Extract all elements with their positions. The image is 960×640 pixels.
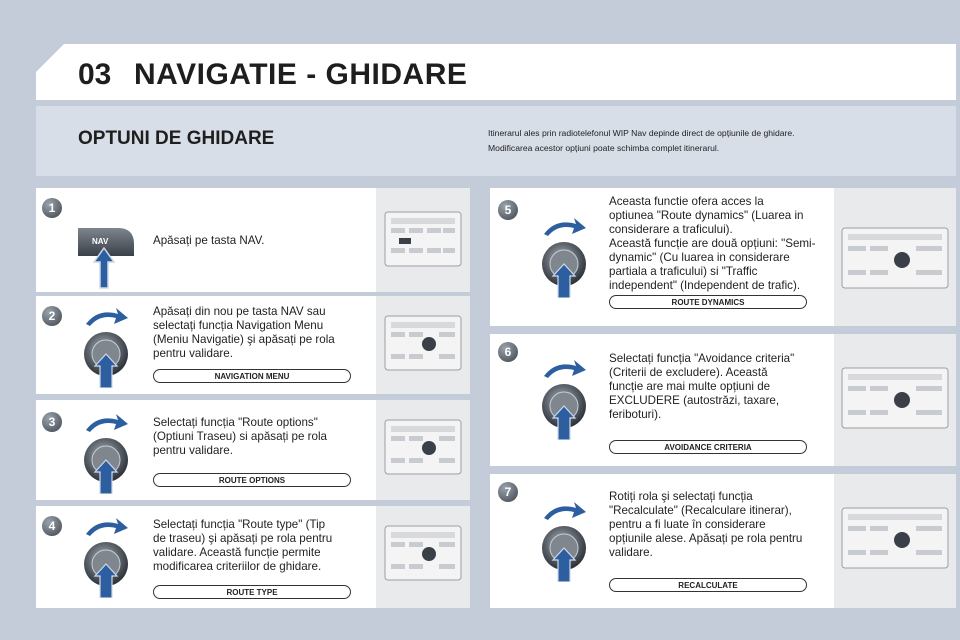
step-line: feriboturi). (609, 408, 662, 421)
step-line: "Recalculate" (Recalculare itinerar), (609, 504, 792, 517)
step-number-badge: 7 (498, 482, 518, 502)
step-number-badge: 4 (42, 516, 62, 536)
nav-key-label: NAV (92, 237, 109, 246)
recalculate-button-label: RECALCULATE (609, 578, 807, 592)
step-number-badge: 3 (42, 412, 62, 432)
step-line: partiala a traficului) si "Traffic (609, 265, 758, 278)
step-text-2 (153, 305, 371, 361)
route-dynamics-button-label: ROUTE DYNAMICS (609, 295, 807, 309)
step-line: opțiunile alese. Apăsați pe rola pentru (609, 532, 803, 545)
step-line: EXCLUDERE (autostrăzi, taxare, (609, 394, 780, 407)
step-line: selectați funcția Navigation Menu (153, 319, 324, 332)
radio-panel-icon (383, 524, 463, 582)
step-text-1 (153, 234, 363, 248)
step-line: validare. Această funcție permite (153, 546, 321, 559)
section-title: OPTUNI DE GHIDARE (78, 128, 275, 149)
navigation-menu-button-label: NAVIGATION MENU (153, 369, 351, 383)
step-text-5 (609, 195, 831, 293)
step-number-badge: 1 (42, 198, 62, 218)
step-line: Această funcție are două opțiuni: "Semi- (609, 237, 816, 250)
step-line: Selectați funcția "Avoidance criteria" (609, 352, 795, 365)
step-line: Aceasta functie ofera acces la (609, 195, 764, 208)
radio-panel-icon (383, 210, 463, 268)
rotary-knob-icon (536, 356, 596, 440)
step-number-badge: 2 (42, 306, 62, 326)
section-intro (488, 126, 928, 156)
step-line: Rotiți rola şi selectați funcția (609, 490, 753, 503)
chapter-number: 03 (78, 58, 112, 91)
rotary-knob-icon (536, 498, 596, 582)
step-line: funcție are mai multe opțiuni de (609, 380, 771, 393)
step-line: modificarea criteriilor de ghidare. (153, 560, 322, 573)
step-line: considerare a traficului). (609, 223, 733, 236)
step-line: de traseu) şi apăsați pe rola pentru (153, 532, 333, 545)
step-number-badge: 5 (498, 200, 518, 220)
step-line: Selectați funcția "Route options" (153, 416, 318, 429)
rotary-knob-icon (78, 514, 138, 598)
radio-panel-icon (840, 226, 950, 290)
rotary-knob-icon (536, 214, 596, 298)
step-number-badge: 6 (498, 342, 518, 362)
step-text-4 (153, 518, 371, 574)
rotary-knob-icon (78, 304, 138, 388)
rotary-knob-icon (78, 410, 138, 494)
step-line: Selectați funcția "Route type" (Tip (153, 518, 326, 531)
step-line: pentru validare. (153, 347, 233, 360)
radio-panel-icon (840, 506, 950, 570)
step-text-3 (153, 416, 371, 458)
step-line: dynamic" (Cu luarea in considerare (609, 251, 790, 264)
step-line: (Meniu Navigatie) şi apăsați pe rola (153, 333, 335, 346)
radio-panel-icon (840, 366, 950, 430)
step-line: Apăsați din nou pe tasta NAV sau (153, 305, 326, 318)
step-line: (Criterii de excludere). Această (609, 366, 768, 379)
step-line: pentru a fi luate în considerare (609, 518, 766, 531)
step-line: independent" (Independent de trafic). (609, 279, 801, 292)
step-line: validare. (609, 546, 653, 559)
step-line: optiunea "Route dynamics" (Luarea in (609, 209, 804, 222)
route-options-button-label: ROUTE OPTIONS (153, 473, 351, 487)
step-line: pentru validare. (153, 444, 233, 457)
route-type-button-label: ROUTE TYPE (153, 585, 351, 599)
step-text-6 (609, 352, 831, 422)
avoidance-criteria-button-label: AVOIDANCE CRITERIA (609, 440, 807, 454)
page-title: NAVIGATIE - GHIDARE (134, 58, 468, 91)
radio-panel-icon (383, 418, 463, 476)
radio-panel-icon (383, 314, 463, 372)
intro-line: Itinerarul ales prin radiotelefonul WIP Nav depinde direct de opțiunile de ghidare. (488, 128, 795, 138)
intro-line: Modificarea acestor opțiuni poate schimba complet itinerarul. (488, 143, 720, 153)
step-text-7 (609, 490, 831, 560)
step-line: Apăsați pe tasta NAV. (153, 234, 265, 247)
nav-key-press-icon (72, 222, 140, 290)
step-line: (Optiuni Traseu) si apăsați pe rola (153, 430, 327, 443)
